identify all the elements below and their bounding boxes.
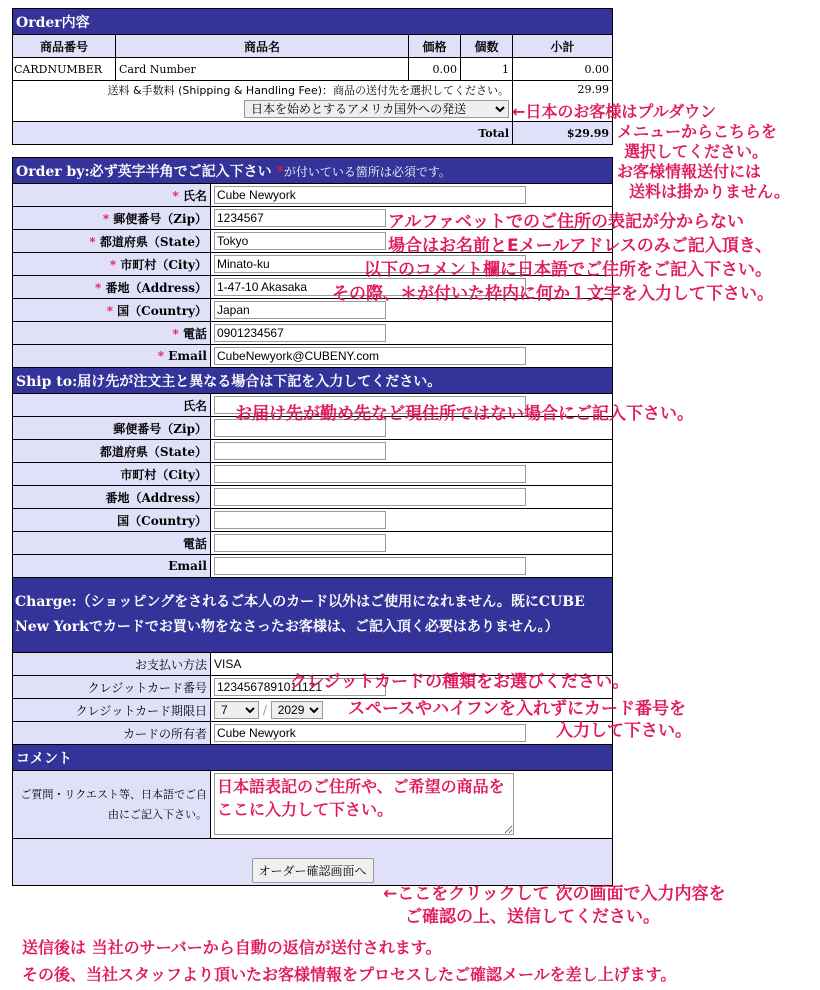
field-label-text: 電話 [182,326,207,341]
shipto-field-input[interactable] [214,465,526,483]
item-price: 0.00 [409,58,461,81]
orderby-title: Order by:必ず英字半角でご記入下さい [16,163,272,180]
field-label [13,509,211,532]
field-label-text: 番地（Address） [105,490,207,505]
field-label [13,463,211,486]
field-label [13,299,211,322]
required-mark: * [172,326,179,341]
expiry-label: クレジットカード期限日 [13,699,211,722]
form-row [13,555,613,578]
item-subtotal: 0.00 [513,58,613,81]
field-label [13,394,211,417]
field-label-text: 国（Country） [117,513,207,528]
form-row [13,463,613,486]
shipto-field-input[interactable] [214,442,386,460]
total-value: $29.99 [513,122,613,145]
shipto-field-input[interactable] [214,488,526,506]
col-qty: 個数 [461,35,513,58]
card-number-value: 1234567891011121 [217,680,322,694]
field-label-text: 郵便番号（Zip） [113,211,207,226]
field-label [13,253,211,276]
form-row [13,322,613,345]
field-label [13,345,211,368]
field-value: 1234567 [217,211,264,225]
field-label-text: 氏名 [182,398,207,413]
field-label [13,440,211,463]
table-row [13,58,613,81]
orderby-field-input[interactable] [214,232,386,250]
field-label [13,555,211,578]
required-note: が付いている箇所は必須です。 [283,164,451,179]
field-value: Minato-ku [217,257,270,271]
annotation-shipto: お届け先が勤め先など現住所ではない場合にご記入下さい。 [235,404,694,424]
field-label-text: Email [168,349,207,363]
comment-title: コメント [13,745,613,771]
orderby-field-input[interactable] [214,186,526,204]
item-qty: 1 [461,58,513,81]
item-name: Card Number [116,58,409,81]
form-row [13,509,613,532]
orderby-field-input[interactable] [214,347,526,365]
field-label [13,230,211,253]
col-code: 商品番号 [13,35,116,58]
field-label [13,486,211,509]
order-title: Order内容 [13,9,613,35]
annotation-cardnum: スペースやハイフンを入れずにカード番号を 入力して下さい。 [348,699,692,741]
comment-label: ご質問・リクエスト等、日本語でご自由にご記入下さい。 [13,771,211,839]
required-mark: * [157,349,165,363]
field-label-text: Email [168,559,207,573]
holder-label: カードの所有者 [13,722,211,745]
expiry-month-select[interactable] [214,701,259,719]
col-subtotal: 小計 [513,35,613,58]
field-label [13,184,211,207]
item-code: CARDNUMBER [13,58,116,81]
orderby-field-input[interactable] [214,209,386,227]
field-label-text: 都道府県（State） [99,444,207,459]
order-confirm-button[interactable]: オーダー確認画面へ [252,858,374,883]
charge-title: Charge:（ショッピングをされるご本人のカード以外はご使用になれません。既にCUBE New Yorkでカードでお買い物をなさったお客様は、ご記入頂く必要はありません。） [13,578,613,653]
field-value: Tokyo [217,234,249,248]
required-mark: * [109,257,117,272]
shipto-field-input[interactable] [214,511,386,529]
form-row [13,345,613,368]
expiry-separator: / [262,703,267,717]
field-label [13,322,211,345]
shipping-fee: 29.99 [513,81,613,122]
field-label [13,207,211,230]
required-mark: * [172,188,179,203]
required-mark: * [276,163,284,180]
annotation-dropdown: ←日本のお客様はプルダウン メニューからこちらを 選択してください。 お客様情報送付には 送料は掛かりません。 [512,102,790,201]
shipto-field-input[interactable] [214,557,526,575]
col-price: 価格 [409,35,461,58]
form-row [13,440,613,463]
annotation-cardtype: クレジットカードの種類をお選びください。 [290,672,630,692]
field-label-text: 都道府県（State） [99,234,207,249]
field-label-text: 氏名 [182,188,207,203]
field-label [13,276,211,299]
form-row [13,532,613,555]
annotation-address: アルファベットでのご住所の表記が分からない 場合はお名前とEメールアドレスのみご記入頂き、 以下のコメント欄に日本語でご住所をご記入下さい。 その際、＊が付いた枠内に何か１文字を入力して下さい。 [332,212,774,304]
shipto-field-input[interactable] [214,534,386,552]
required-mark: * [102,211,110,226]
annotation-submit: ←ここをクリックして 次の画面で入力内容を ご確認の上、送信してください。 [383,884,726,927]
expiry-year-select[interactable] [271,701,323,719]
field-value: 0901234567 [217,326,284,340]
shipping-label: 送料 &手数料 (Shipping & Handling Fee)：商品の送付先を選択してください。 [107,84,509,97]
field-label-text: 番地（Address） [105,280,207,295]
orderby-field-input[interactable] [214,324,386,342]
field-label [13,532,211,555]
annotation-footer: 送信後は 当社のサーバーから自動の返信が送付されます。 その後、当社スタッフより頂いたお客様情報をプロセスしたご確認メールを差し上げます。 [22,938,677,984]
field-label-text: 郵便番号（Zip） [113,421,207,436]
field-label-text: 国（Country） [117,303,207,318]
required-mark: * [89,234,96,249]
field-label-text: 電話 [182,536,207,551]
total-label: Total [13,122,513,145]
payment-select[interactable]: VISA [214,657,242,671]
comment-textarea[interactable] [214,773,514,835]
field-value: CubeNewyork@CUBENY.com [217,349,380,363]
shipto-title: Ship to:届け先が注文主と異なる場合は下記を入力してください。 [13,368,613,394]
shipping-select[interactable] [244,100,509,118]
card-holder-value: Cube Newyork [217,726,296,740]
field-label-text: 市町村（City） [120,467,207,482]
field-value: Japan [217,303,250,317]
field-value: Cube Newyork [217,188,296,202]
payment-label: お支払い方法 [13,653,211,676]
field-label-text: 市町村（City） [120,257,207,272]
card-label: クレジットカード番号 [13,676,211,699]
form-row [13,486,613,509]
required-mark: * [106,303,113,318]
field-label [13,417,211,440]
field-value: 1-47-10 Akasaka [217,280,308,294]
required-mark: * [94,280,102,295]
col-name: 商品名 [116,35,409,58]
